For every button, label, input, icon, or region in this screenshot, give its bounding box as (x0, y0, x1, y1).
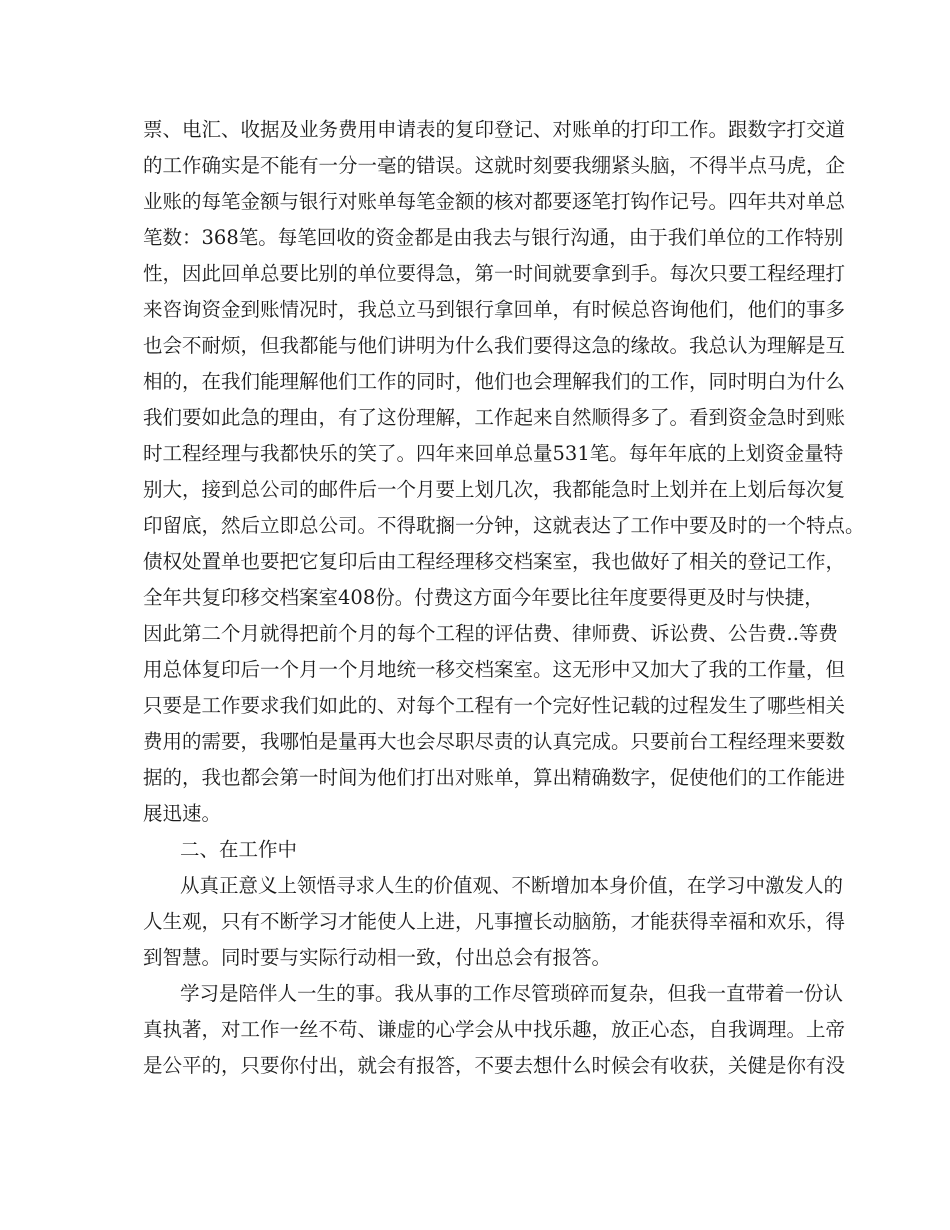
section-heading: 二、在工作中 (180, 838, 298, 861)
text-line: 笔数：368笔。每笔回收的资金都是由我去与银行沟通，由于我们单位的工作特别 (143, 226, 844, 249)
text-line: 相的，在我们能理解他们工作的同时，他们也会理解我们的工作，同时明白为什么 (143, 370, 846, 393)
text-line: 全年共复印移交档案室408份。付费这方面今年要比往年度要得更及时与快捷， (143, 586, 824, 609)
text-line: 据的，我也都会第一时间为他们打出对账单，算出精确数字，促使他们的工作能进 (143, 766, 846, 789)
text-line: 学习是陪伴人一生的事。我从事的工作尽管琐碎而复杂，但我一直带着一份认 (180, 982, 844, 1005)
text-line: 展迅速。 (143, 802, 222, 825)
text-line: 债权处置单也要把它复印后由工程经理移交档案室，我也做好了相关的登记工作， (143, 550, 846, 573)
text-line: 是公平的，只要你付出，就会有报答，不要去想什么时候会有收获，关健是你有没 (143, 1054, 846, 1077)
text-line: 的工作确实是不能有一分一毫的错误。这就时刻要我绷紧头脑，不得半点马虎，企 (143, 154, 846, 177)
text-line: 也会不耐烦，但我都能与他们讲明为什么我们要得这急的缘故。我总认为理解是互 (143, 334, 846, 357)
text-line: 从真正意义上领悟寻求人生的价值观、不断增加本身价值，在学习中激发人的 (180, 874, 844, 897)
text-line: 费用的需要，我哪怕是量再大也会尽职尽责的认真完成。只要前台工程经理来要数 (143, 730, 846, 753)
text-line: 别大，接到总公司的邮件后一个月要上划几次，我都能急时上划并在上划后每次复 (143, 478, 846, 501)
text-line: 到智慧。同时要与实际行动相一致，付出总会有报答。 (143, 946, 612, 969)
text-line: 印留底，然后立即总公司。不得耽搁一分钟，这就表达了工作中要及时的一个特点。 (143, 514, 865, 537)
text-line: 人生观，只有不断学习才能使人上进，凡事擅长动脑筋，才能获得幸福和欢乐，得 (143, 910, 846, 933)
text-line: 只要是工作要求我们如此的、对每个工程有一个完好性记载的过程发生了哪些相关 (143, 694, 846, 717)
text-line: 业账的每笔金额与银行对账单每笔金额的核对都要逐笔打钩作记号。四年共对单总 (143, 190, 846, 213)
text-line: 时工程经理与我都快乐的笑了。四年来回单总量531笔。每年年底的上划资金量特 (143, 442, 844, 465)
text-line: 真执著，对工作一丝不苟、谦虚的心学会从中找乐趣，放正心态，自我调理。上帝 (143, 1018, 846, 1041)
text-line: 性，因此回单总要比别的单位要得急，第一时间就要拿到手。每次只要工程经理打 (143, 262, 846, 285)
text-line: 因此第二个月就得把前个月的每个工程的评估费、律师费、诉讼费、公告费..等费 (143, 622, 838, 645)
text-line: 用总体复印后一个月一个月地统一移交档案室。这无形中又加大了我的工作量，但 (143, 658, 846, 681)
text-line: 票、电汇、收据及业务费用申请表的复印登记、对账单的打印工作。跟数字打交道 (143, 118, 846, 141)
text-line: 我们要如此急的理由，有了这份理解，工作起来自然顺得多了。看到资金急时到账 (143, 406, 846, 429)
text-line: 来咨询资金到账情况时，我总立马到银行拿回单，有时候总咨询他们，他们的事多 (143, 298, 846, 321)
